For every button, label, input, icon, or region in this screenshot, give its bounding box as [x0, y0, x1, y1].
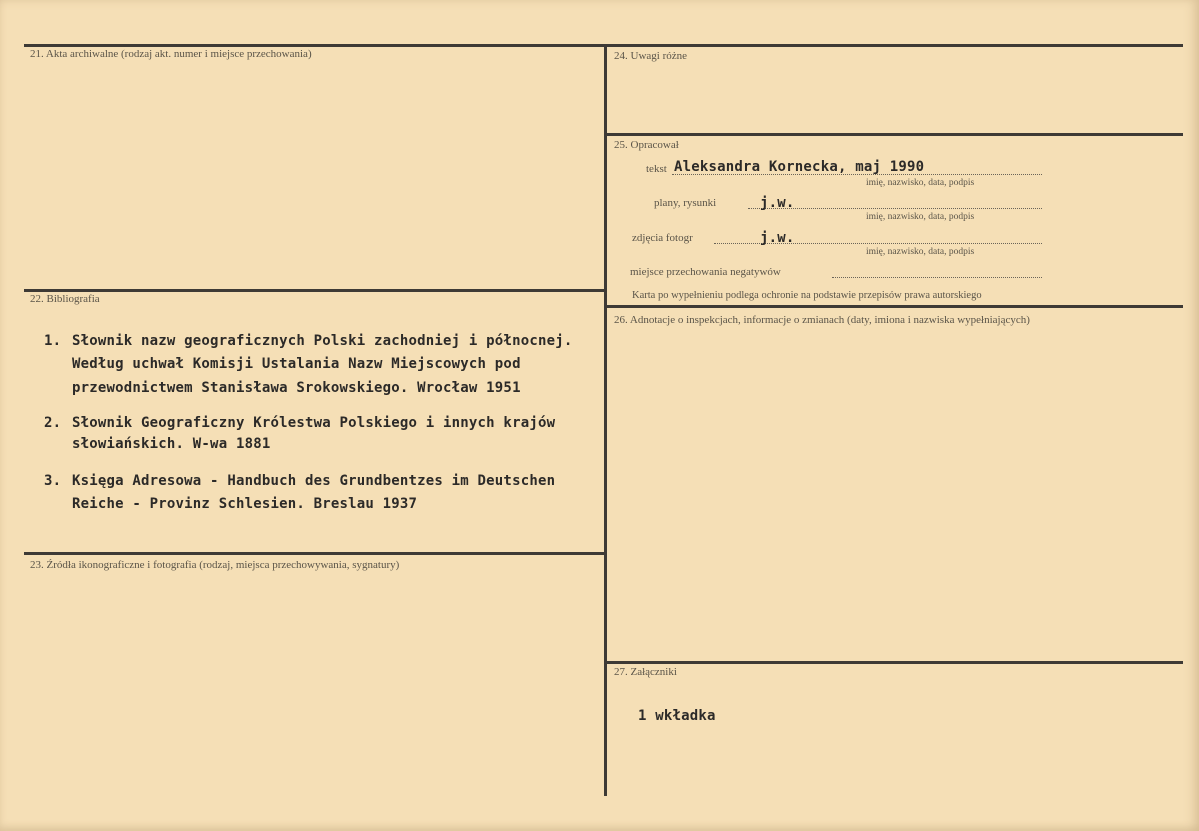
- rule-21-22: [24, 289, 606, 292]
- section-24-label: 24. Uwagi różne: [614, 50, 688, 62]
- rule-24-25: [606, 133, 1183, 136]
- bib-line: Według uchwał Komisji Ustalania Nazw Miejscowych pod: [72, 356, 521, 372]
- tekst-caption: imię, nazwisko, data, podpis: [866, 178, 975, 188]
- section-27-label: 27. Załączniki: [614, 666, 677, 678]
- rule-22-23: [24, 552, 606, 555]
- section-25-label: 25. Opracował: [614, 139, 679, 151]
- bib-line: słowiańskich. W-wa 1881: [72, 436, 271, 452]
- bib-line: Reiche - Provinz Schlesien. Breslau 1937: [72, 496, 418, 512]
- bib-line: Słownik nazw geograficznych Polski zachodniej i północnej.: [72, 333, 573, 349]
- rule-26-27: [606, 661, 1183, 664]
- tekst-value: Aleksandra Kornecka, maj 1990: [674, 159, 925, 175]
- bib-line: przewodnictwem Stanisława Srokowskiego. Wrocław 1951: [72, 380, 521, 396]
- section-26-label: 26. Adnotacje o inspekcjach, informacje o zmianach (daty, imiona i nazwiska wypełniających): [614, 314, 1030, 326]
- section-23-label: 23. Źródła ikonograficzne i fotografia (rodzaj, miejsca przechowywania, sygnatury): [30, 559, 400, 571]
- tekst-label: tekst: [646, 163, 667, 175]
- bib-number: 1.: [44, 333, 62, 349]
- plany-value: j.w.: [760, 195, 795, 211]
- bib-line: Księga Adresowa - Handbuch des Grundbentzes im Deutschen: [72, 473, 556, 489]
- copyright-note: Karta po wypełnieniu podlega ochronie na podstawie przepisów prawa autorskiego: [632, 290, 982, 301]
- bib-line: Słownik Geograficzny Królestwa Polskiego i innych krajów: [72, 415, 556, 431]
- center-divider: [604, 44, 607, 796]
- section-21-label: 21. Akta archiwalne (rodzaj akt. numer i miejsce przechowania): [30, 48, 312, 60]
- rule-25-26: [606, 305, 1183, 308]
- zdjecia-label: zdjęcia fotogr: [632, 232, 693, 244]
- section-22-label: 22. Bibliografia: [30, 293, 100, 305]
- negatywy-label: miejsce przechowania negatywów: [630, 266, 781, 278]
- plany-caption: imię, nazwisko, data, podpis: [866, 212, 975, 222]
- bib-number: 2.: [44, 415, 62, 431]
- attachments-value: 1 wkładka: [638, 708, 716, 724]
- zdjecia-caption: imię, nazwisko, data, podpis: [866, 247, 975, 257]
- bib-number: 3.: [44, 473, 62, 489]
- plany-label: plany, rysunki: [654, 197, 717, 209]
- zdjecia-value: j.w.: [760, 230, 795, 246]
- negatywy-line: [832, 277, 1042, 278]
